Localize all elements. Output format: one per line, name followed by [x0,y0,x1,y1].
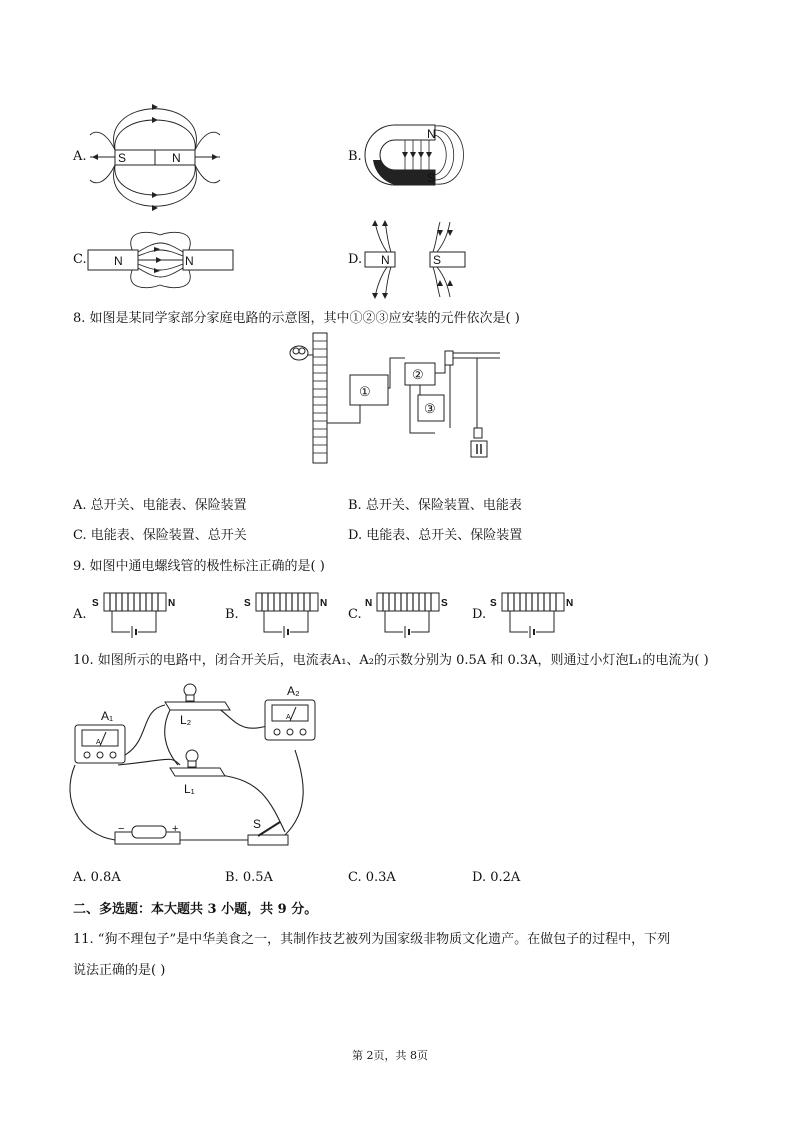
q7-option-a-label: A. [73,149,87,164]
q9-option-d-label: D. [472,607,487,622]
q9-stem: 9. 如图中通电螺线管的极性标注正确的是( ) [73,559,325,574]
q10-option-b: B. 0.5A [225,870,273,885]
q8-option-d: D. 电能表、总开关、保险装置 [348,528,523,543]
q7-b-bottom-pole: S [427,171,436,185]
q10-battery-minus: − [118,823,125,835]
q11-stem-line2: 说法正确的是( ) [73,963,166,978]
q10-a1-dial-letter: A [96,739,101,746]
q7-d-right-pole: S [433,253,442,267]
q11-stem-line1: 11. “狗不理包子”是中华美食之一，其制作技艺被列为国家级非物质文化遗产。在做包子的过程中，下列 [73,932,671,947]
q7-c-right-pole: N [185,254,194,268]
q8-option-c: C. 电能表、保险装置、总开关 [73,528,247,543]
q9-b-right-pole: N [320,598,328,609]
q7-option-d-label: D. [348,252,363,267]
q9-option-a-label: A. [73,607,87,622]
q9-solenoid-a [92,588,182,640]
q9-solenoid-b [244,588,334,640]
q9-c-left-pole: N [365,598,373,609]
q7-d-left-pole: N [381,253,390,267]
q10-l2-label: L₂ [180,713,192,727]
q10-a2-label: A₂ [287,684,300,698]
q7-b-top-pole: N [427,127,436,141]
q8-stem: 8. 如图是某同学家部分家庭电路的示意图，其中①②③应安装的元件依次是( ) [73,311,520,326]
q9-solenoid-c [365,588,455,640]
q8-marker-1: ① [359,384,371,399]
q8-marker-2: ② [412,367,424,382]
q10-stem: 10. 如图所示的电路中，闭合开关后，电流表A₁、A₂的示数分别为 0.5A 和 0.3A，则通过小灯泡L₁的电流为( ) [73,653,709,668]
q9-d-right-pole: N [566,598,574,609]
q8-option-a: A. 总开关、电能表、保险装置 [73,498,247,513]
section-heading: 二、多选题：本大题共 3 小题，共 9 分。 [73,902,318,917]
q10-l1-label: L₁ [184,782,195,796]
q7-figure-d [365,222,465,297]
q10-circuit-figure [70,680,330,855]
q7-a-left-pole: S [118,151,127,165]
page-footer: 第 2页，共 8页 [352,1049,428,1062]
q7-option-c-label: C. [73,252,87,267]
q9-b-left-pole: S [244,598,251,609]
q10-a2-dial-letter: A [286,714,291,721]
q9-a-left-pole: S [92,598,99,609]
q8-option-b: B. 总开关、保险装置、电能表 [348,498,522,513]
q8-marker-3: ③ [424,401,436,416]
q7-a-right-pole: N [172,151,181,165]
q8-circuit-figure [285,333,505,468]
q9-option-c-label: C. [348,607,362,622]
q10-option-d: D. 0.2A [472,870,521,885]
q10-option-a: A. 0.8A [73,870,121,885]
q9-c-right-pole: S [441,598,448,609]
q7-figure-c [88,230,233,290]
q9-option-b-label: B. [225,607,239,622]
q7-figure-a [90,105,220,210]
q9-solenoid-d [490,588,580,640]
q10-battery-plus: + [172,823,179,835]
q7-figure-b [365,110,475,200]
q7-option-b-label: B. [348,149,362,164]
q10-a1-label: A₁ [101,709,114,723]
q9-a-right-pole: N [168,598,176,609]
q10-option-c: C. 0.3A [348,870,396,885]
q7-c-left-pole: N [114,254,123,268]
q9-d-left-pole: S [490,598,497,609]
q10-switch-label: S [253,817,262,831]
